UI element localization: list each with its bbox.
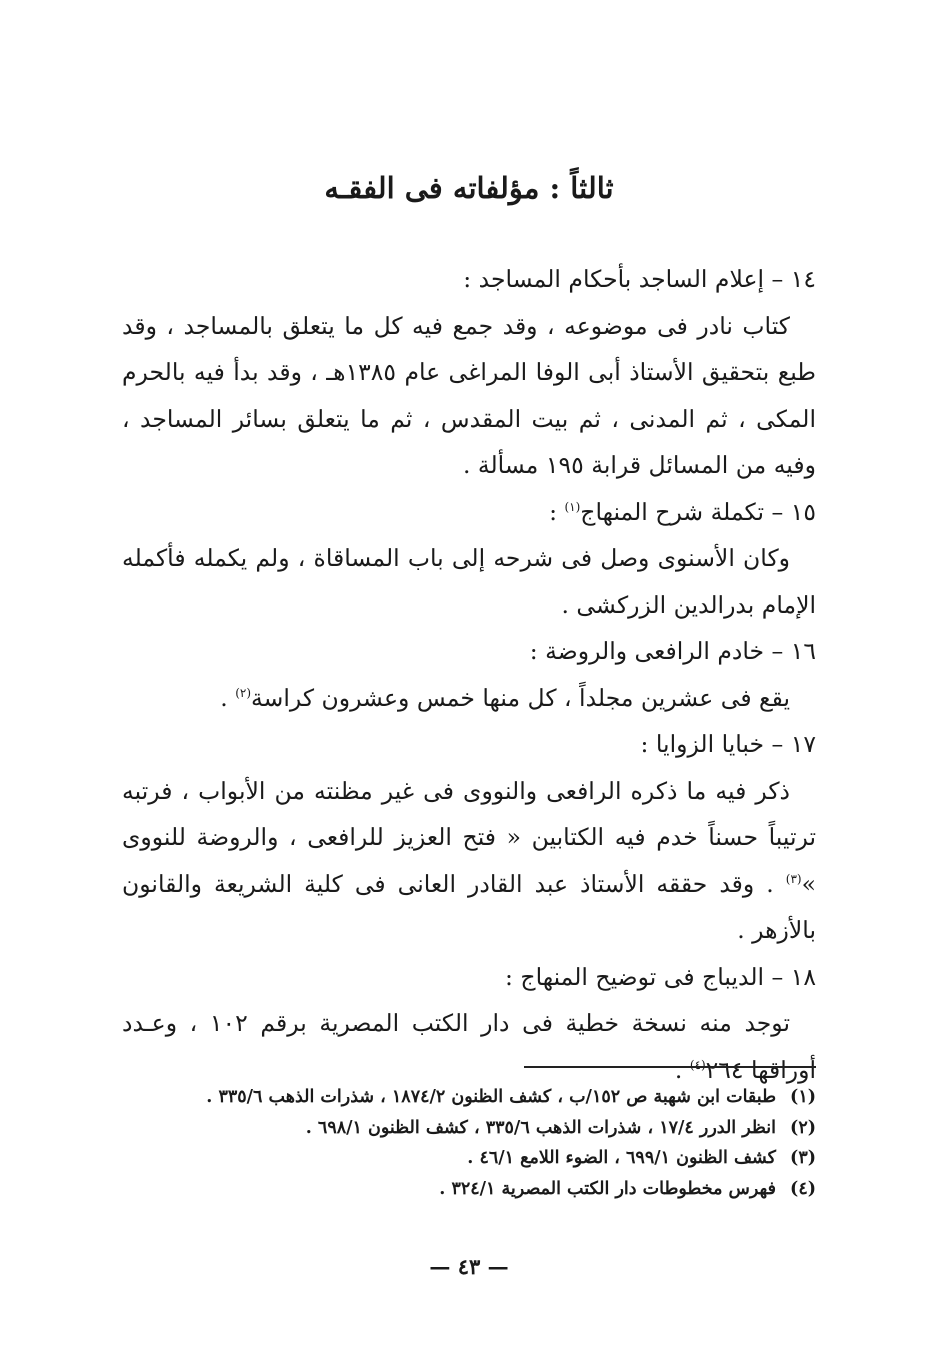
footnote-2	[122, 1113, 816, 1144]
footnote-ref-3: (٣)	[785, 871, 802, 886]
footnote-number: (٣)	[790, 1148, 816, 1168]
entry-body-17-text: ذكر فيه ما ذكره الرافعى والنووى فى غير مظنته من الأبواب ، فرتبه ترتيباً حسناً خدم فيه الكتابين « فتح العزيز للرافعى ، والروضة للنووى »	[122, 776, 816, 898]
footnote-text: كشف الظنون ٦٩٩/١ ، الضوء اللامع ٤٦/١ .	[467, 1148, 776, 1168]
footnote-number: (٢)	[790, 1117, 816, 1138]
footnote-ref-4: (٤)	[689, 1057, 706, 1072]
footnote-number: (٤)	[790, 1178, 816, 1199]
footnote-3	[122, 1143, 816, 1174]
entry-heading-15-text: ١٥ – تكملة شرح المنهاج	[580, 497, 816, 526]
entry-heading-16: ١٦ – خادم الرافعى والروضة :	[529, 637, 816, 665]
entry-body-18-end: .	[674, 1055, 690, 1084]
entry-body-15: وكان الأسنوى وصل فى شرحه إلى باب المساقاة ، ولم يكمله فأكمله الإمام بدرالدين الزركشى .	[122, 544, 816, 619]
entry-body-14: كتاب نادر فى موضوعه ، وقد جمع فيه كل ما يتعلق بالمساجد ، وقد طبع بتحقيق الأستاذ أبى الوفا المراغى عام ١٣٨٥هـ ، وقد بدأ فيه بالحرم المكى ، ثم المدنى ، ثم بيت المقدس ، ثم ما يتعلق بسائر المساجد ، وفيه من المسائل قرابة ١٩٥ مسألة .	[122, 311, 816, 479]
entry-body-17	[122, 768, 816, 954]
footnote-number: (١)	[790, 1087, 816, 1107]
footnote-ref-2: (٢)	[235, 685, 252, 700]
entry-heading-18: ١٨ – الديباج فى توضيح المنهاج :	[505, 962, 816, 991]
entry-heading-14: ١٤ – إعلام الساجد بأحكام المساجد :	[463, 265, 816, 293]
entry-body-16	[122, 675, 816, 722]
entry-body-16-text: يقع فى عشرين مجلداً ، كل منها خمس وعشرون كراسة	[251, 683, 790, 712]
entry-body-16-end: .	[220, 683, 236, 712]
footnotes	[122, 1082, 816, 1204]
footnote-divider	[524, 1066, 816, 1068]
footnote-text: فهرس مخطوطات دار الكتب المصرية ٣٢٤/١ .	[439, 1178, 776, 1199]
footnote-text: طبقات ابن شهبة ص ١٥٢/ب ، كشف الظنون ١٨٧٤/٢ ، شذرات الذهب ٣٣٥/٦ .	[206, 1087, 776, 1107]
entry-heading-15	[122, 489, 816, 536]
footnote-1	[122, 1082, 816, 1113]
section-title: ثالثاً : مؤلفاته فى الفقـه	[324, 171, 614, 205]
page-number: — ٤٣ —	[429, 1254, 509, 1279]
entry-body-17-end: . وقد حققه الأستاذ عبد القادر العانى فى كلية الشريعة والقانون بالأزهر .	[122, 869, 816, 944]
entry-body-18	[122, 1000, 816, 1093]
footnote-ref-1: (١)	[564, 499, 581, 514]
entry-body-18-text: توجد منه نسخة خطية فى دار الكتب المصرية برقم ١٠٢ ، وعـدد أوراقها ٢٦٤	[122, 1009, 816, 1084]
entry-heading-17: ١٧ – خبايا الزوايا :	[640, 730, 816, 758]
main-text	[122, 256, 816, 1093]
entry-heading-15-end: :	[549, 497, 565, 526]
footnote-text: انظر الدرر ١٧/٤ ، شذرات الذهب ٣٣٥/٦ ، كشف الظنون ٦٩٨/١ .	[305, 1117, 776, 1138]
footnote-4	[122, 1174, 816, 1205]
